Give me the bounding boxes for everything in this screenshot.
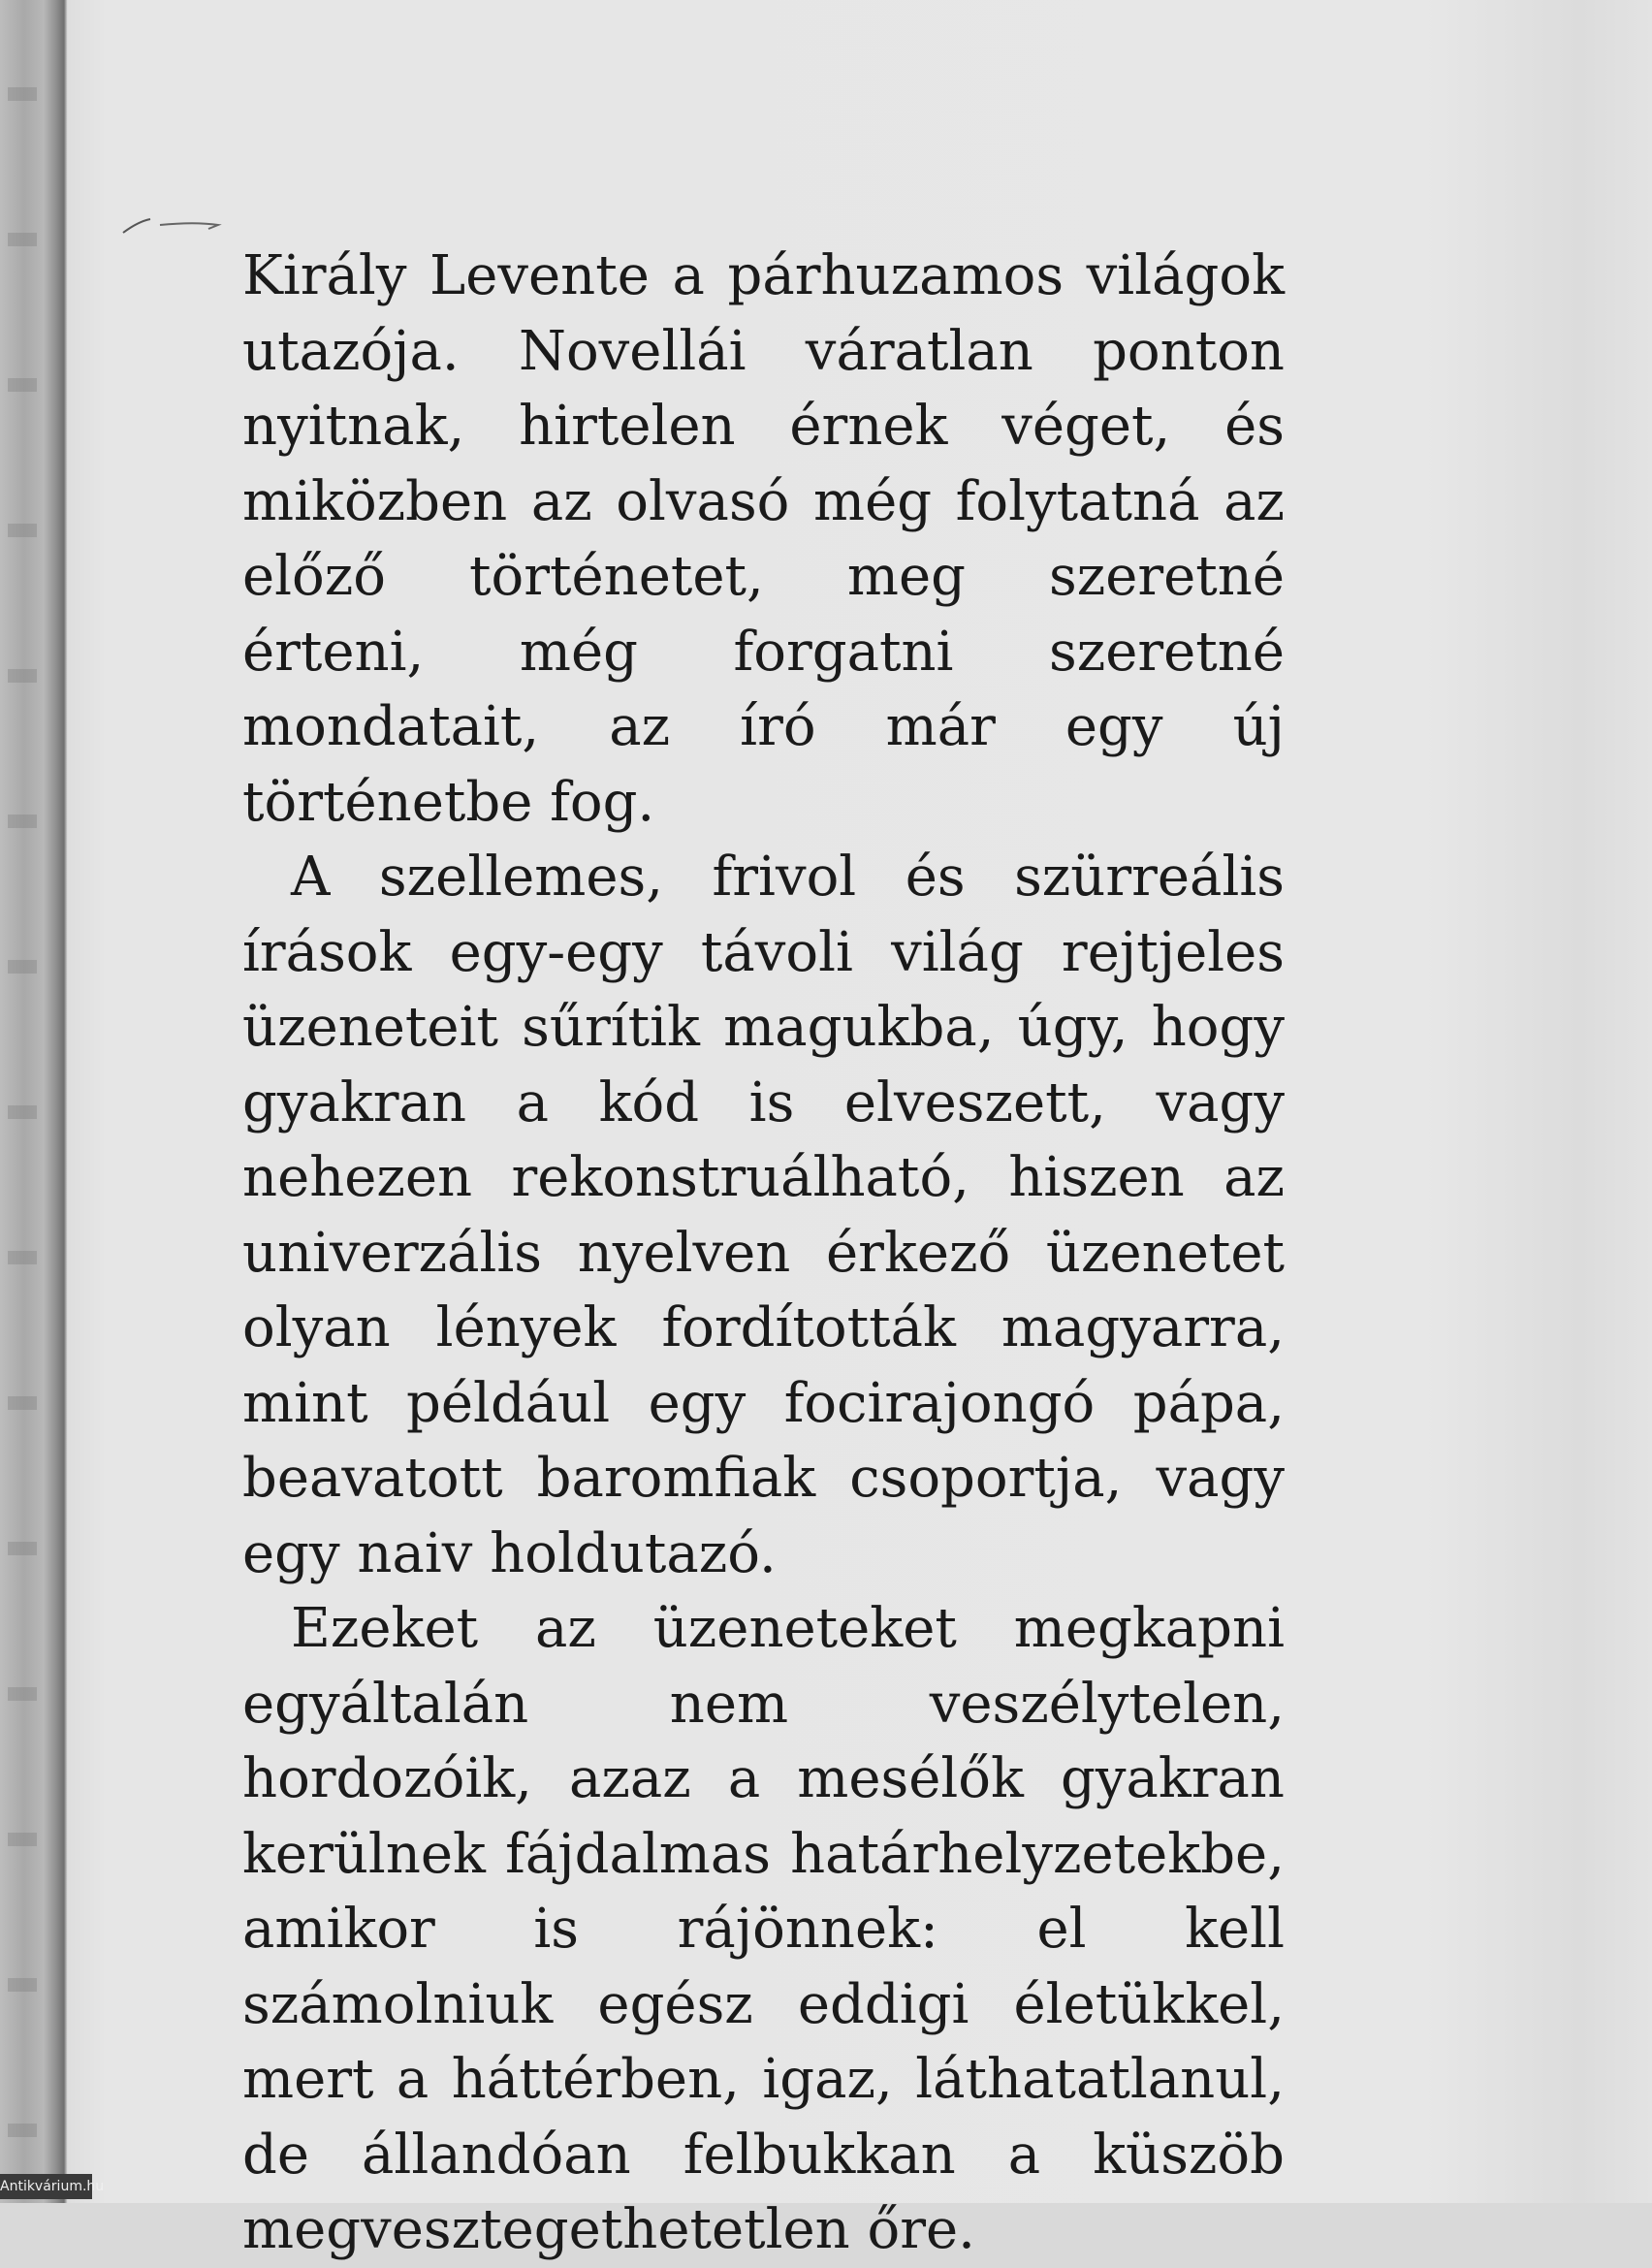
paragraph-intro: Király Levente a párhuzamos világok utazója. Novellái váratlan ponton nyitnak, hirtelen érnek véget, és miközben az olvasó még folytatná az előző történetet, meg szeretné érteni, még forgatni szeretné mondatait, az író már egy új történetbe fog. (242, 244, 1285, 834)
watermark-label: Antikvárium.hu (0, 2174, 92, 2199)
paragraph-writings: A szellemes, frivol és szürreális írások egy-egy távoli világ rejtjeles üzeneteit sűrítik magukba, úgy, hogy gyakran a kód is elveszett, vagy nehezen rekonstruálható, hiszen az univerzális nyelven érkező üzenetet olyan lények fordították magyarra, mint például egy focirajongó pápa, beavatott baromfiak csoportja, vagy egy naiv holdutazó. (242, 846, 1285, 1585)
spine-texture (8, 0, 37, 2203)
back-cover-text (242, 239, 1285, 2268)
pencil-mark-icon (121, 215, 223, 237)
book-spine (0, 0, 68, 2203)
paragraph-messages: Ezeket az üzeneteket megkapni egyáltalán nem veszélytelen, hordozóik, azaz a mesélők gyakran kerülnek fájdalmas határhelyzetekbe, amikor is rájönnek: el kell számolniuk egész eddigi életükkel, mert a háttérben, igaz, láthatatlanul, de állandóan felbukkan a küszöb megvesztegethetetlen őre. (242, 1597, 1285, 2261)
